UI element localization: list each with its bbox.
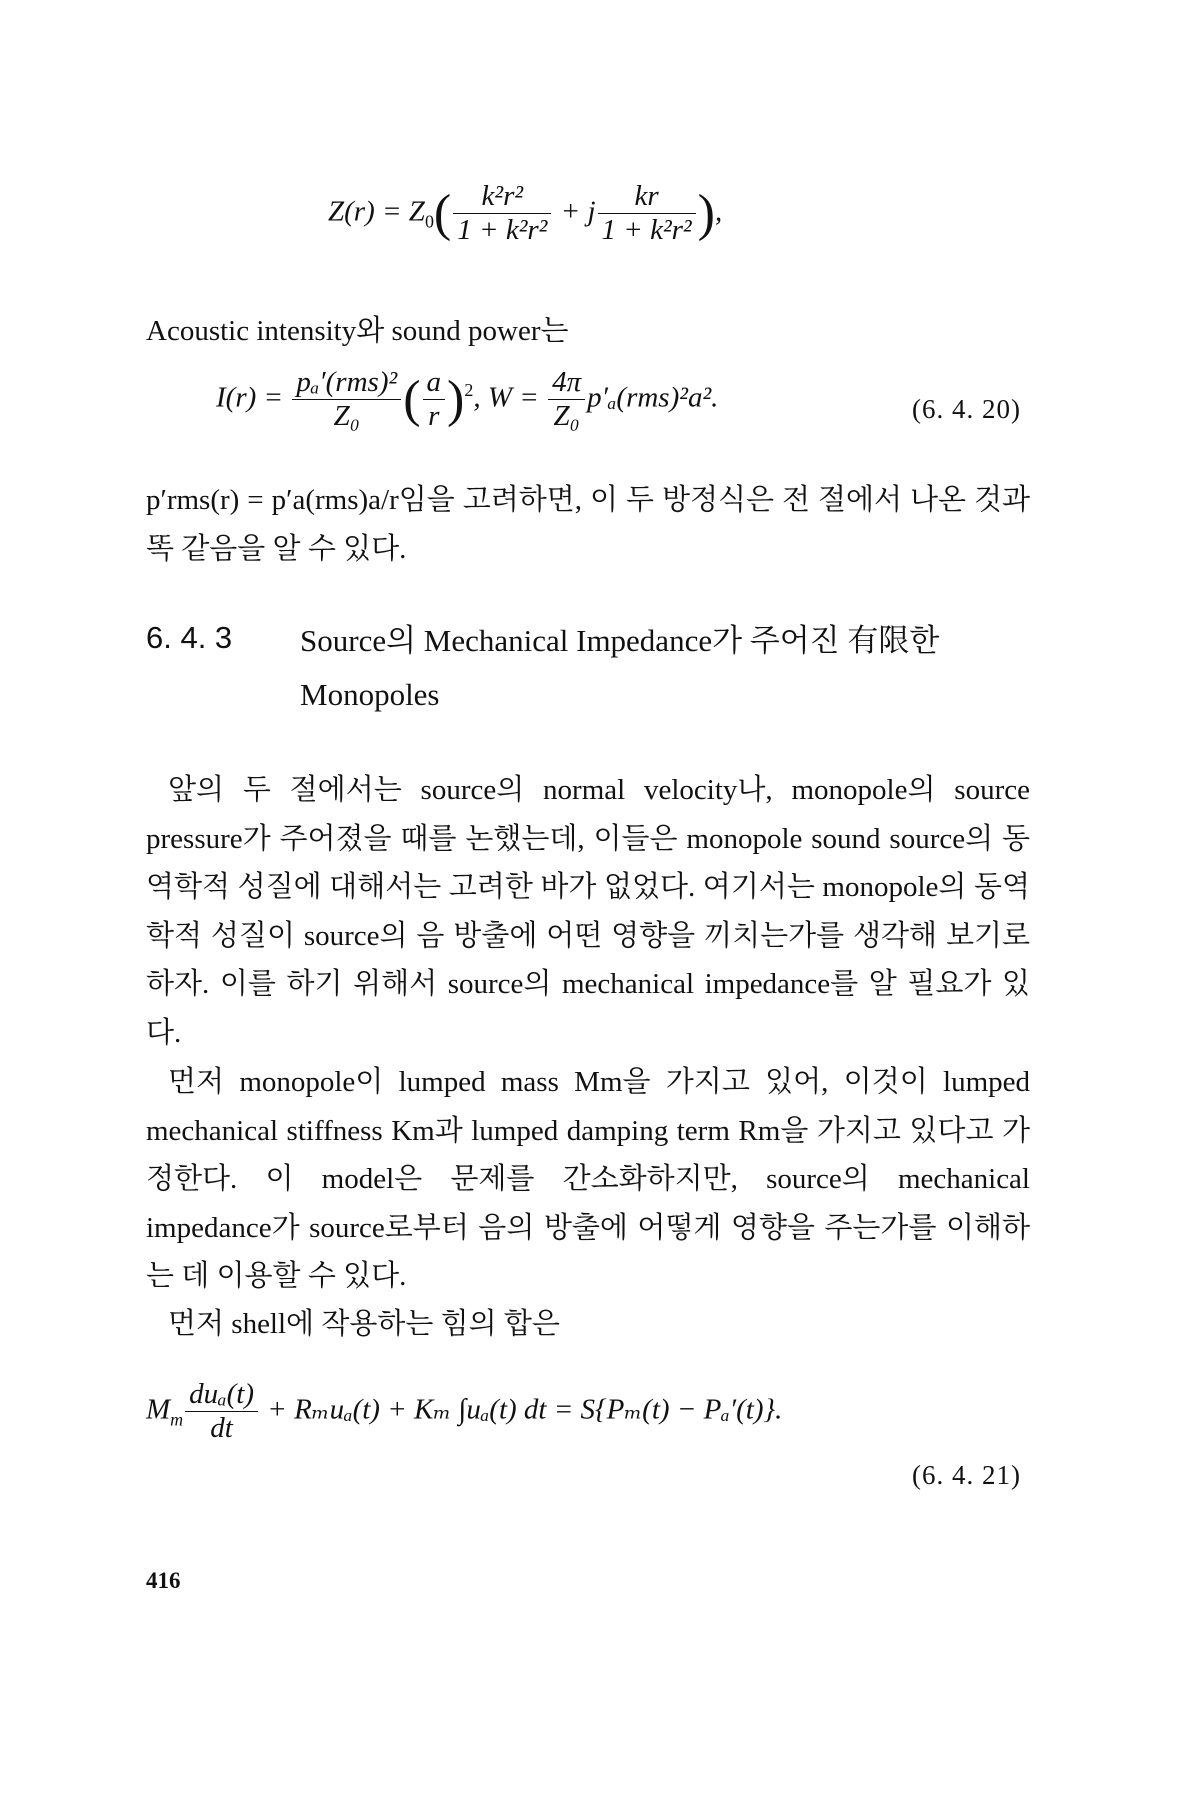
eq20-fraction-2: [423, 366, 446, 434]
page-number: 416: [146, 1568, 181, 1593]
eq20-f1-den: Z₀: [333, 400, 360, 433]
paragraph-1: 앞의 두 절에서는 source의 normal velocity나, monopole의 source pressure가 주어졌을 때를 논했는데, 이들은 monopole sound source의 동역학적 성질에 대해서는 고려한 바가 없었다. 여기서는 monopole의 동역학적 성질이 source의 음 방출에 어떤 영향을 끼치는가를 생각해 보기로 하자. 이를 하기 위해서 source의 mechanical impedance를 알 필요가 있다.: [146, 774, 1030, 1049]
equation-intensity-power: [216, 366, 718, 434]
right-paren-2: ): [447, 370, 465, 428]
eq21-m: M: [146, 1393, 171, 1426]
eq21-rest: + Rₘuₐ(t) + Kₘ ∫uₐ(t) dt = S{Pₘ(t) − Pₐ′(t)}.: [267, 1393, 783, 1426]
eq20-f2-den: r: [428, 400, 440, 433]
equation-force-balance: [146, 1378, 782, 1446]
eq-zr-lhs: Z(r) = Z: [328, 195, 425, 228]
eq-zr-f2-den: 1 + k²r²: [601, 214, 692, 247]
eq-zr-f1-den: 1 + k²r²: [457, 214, 548, 247]
eq20-f3-num: 4π: [548, 366, 585, 400]
eq-zr-fraction-2: [598, 180, 696, 248]
section-number: 6. 4. 3: [146, 620, 233, 655]
eq-zr-fraction-1: [453, 180, 551, 248]
eq20-square: 2: [464, 379, 474, 400]
section-title: Source의 Mechanical Impedance가 주어진 有限한 Monopoles: [300, 623, 940, 712]
eq20-fraction-1: [292, 366, 401, 434]
eq20-tail: p′ₐ(rms)²a².: [587, 381, 719, 414]
paragraph-2: 먼저 monopole이 lumped mass Mm을 가지고 있어, 이것이 lumped mechanical stiffness Km과 lumped damping term Rm을 가지고 있다고 가정한다. 이 model은 문제를 간소화하지만, source의 mechanical impedance가 source로부터 음의 방출에 어떻게 영향을 주는가를 이해하는 데 이용할 수 있다.: [146, 1066, 1030, 1292]
eq20-f2-num: a: [423, 366, 446, 400]
eq21-frac-num: duₐ(t): [185, 1378, 258, 1412]
eq20-w-part: , W =: [473, 381, 539, 414]
eq-zr-plus-j: + j: [560, 195, 596, 228]
text-intensity: Acoustic intensity와 sound power는: [146, 315, 569, 347]
left-paren: (: [433, 184, 452, 242]
left-paren-2: (: [403, 370, 421, 428]
equation-impedance: [328, 180, 722, 248]
eq-zr-f2-num: kr: [598, 180, 696, 214]
eq20-fraction-3: [548, 366, 585, 434]
equation-number-20: (6. 4. 20): [912, 394, 1021, 424]
paragraph-3: 먼저 shell에 작용하는 힘의 합은: [168, 1308, 560, 1340]
paragraph-after-eq20: p′rms(r) = p′a(rms)a/r임을 고려하면, 이 두 방정식은 전 절에서 나온 것과 똑 같음을 알 수 있다.: [146, 484, 1030, 565]
eq20-lhs: I(r) =: [216, 381, 284, 414]
eq-zr-tail: ,: [714, 195, 723, 228]
eq20-f1-num: pₐ′(rms)²: [292, 366, 401, 400]
eq-zr-lhs-sub: 0: [424, 211, 434, 232]
eq-zr-f1-num: k²r²: [453, 180, 551, 214]
eq21-fraction: [185, 1378, 258, 1446]
eq21-frac-den: dt: [210, 1412, 233, 1445]
equation-number-21: (6. 4. 21): [912, 1460, 1021, 1490]
eq20-f3-den: Z₀: [553, 400, 580, 433]
right-paren: ): [697, 184, 715, 242]
eq21-m-sub: m: [170, 1409, 184, 1430]
